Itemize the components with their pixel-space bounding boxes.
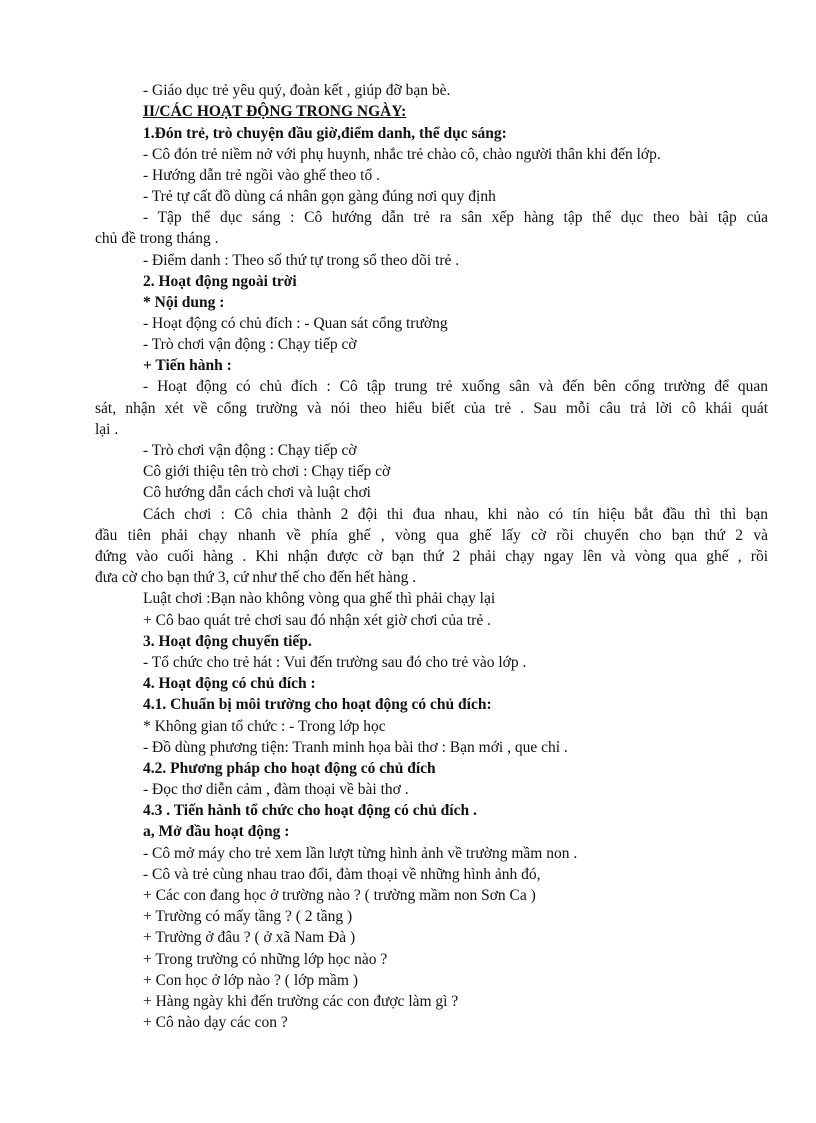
text-line: đưa cờ cho bạn thứ 3, cứ như thế cho đến hết hàng . bbox=[95, 569, 417, 586]
text-line: - Hướng dẫn trẻ ngồi vào ghế theo tổ . bbox=[143, 167, 380, 184]
text-line: chủ đề trong tháng . bbox=[95, 230, 219, 247]
text-line: - Trò chơi vận động : Chạy tiếp cờ bbox=[143, 336, 357, 353]
paragraph-line: - Tập thể dục sáng : Cô hướng dẫn trẻ ra sân xếp hàng tập thể dục theo bài tập của bbox=[143, 209, 768, 226]
text-line: - Cô mở máy cho trẻ xem lần lượt từng hình ảnh về trường mầm non . bbox=[143, 845, 578, 862]
section-heading: II/CÁC HOẠT ĐỘNG TRONG NGÀY: bbox=[143, 103, 407, 120]
text-line: + Cô nào dạy các con ? bbox=[143, 1014, 288, 1031]
subsection-heading: 2. Hoạt động ngoài trời bbox=[143, 273, 297, 290]
text-line: + Con học ở lớp nào ? ( lớp mầm ) bbox=[143, 972, 358, 989]
text-line: - Tổ chức cho trẻ hát : Vui đến trường sau đó cho trẻ vào lớp . bbox=[143, 654, 527, 671]
text-line: + Cô bao quát trẻ chơi sau đó nhận xét giờ chơi của trẻ . bbox=[143, 612, 491, 629]
subsection-heading: 4.2. Phương pháp cho hoạt động có chủ đích bbox=[143, 760, 436, 777]
text-line: Luật chơi :Bạn nào không vòng qua ghế thì phải chạy lại bbox=[143, 590, 496, 607]
text-line: + Các con đang học ở trường nào ? ( trường mầm non Sơn Ca ) bbox=[143, 887, 536, 904]
text-line: - Hoạt động có chủ đích : - Quan sát cổng trường bbox=[143, 315, 448, 332]
paragraph-line: đứng vào cuối hàng . Khi nhận được cờ bạn thứ 2 phải chạy ngay lên và vòng qua ghế , rồi bbox=[95, 548, 768, 565]
subsection-heading: 1.Đón trẻ, trò chuyện đầu giờ,điểm danh, thể dục sáng: bbox=[143, 125, 507, 142]
text-line: - Giáo dục trẻ yêu quý, đoàn kết , giúp đỡ bạn bè. bbox=[143, 82, 451, 99]
paragraph-line: đầu tiên phải chạy nhanh về phía ghế , vòng qua ghế lấy cờ rồi chuyển cho bạn thứ 2 và bbox=[95, 527, 768, 544]
subsection-heading: + Tiến hành : bbox=[143, 357, 232, 374]
text-line: + Trường ở đâu ? ( ở xã Nam Đà ) bbox=[143, 929, 356, 946]
text-line: + Trường có mấy tầng ? ( 2 tầng ) bbox=[143, 908, 353, 925]
paragraph-line: Cách chơi : Cô chia thành 2 đội thi đua nhau, khi nào có tín hiệu bắt đầu thì thì bạn bbox=[143, 506, 768, 523]
text-line: - Cô và trẻ cùng nhau trao đổi, đàm thoại về những hình ảnh đó, bbox=[143, 866, 541, 883]
text-line: * Không gian tổ chức : - Trong lớp học bbox=[143, 718, 386, 735]
text-line: - Đồ dùng phương tiện: Tranh minh họa bài thơ : Bạn mới , que chỉ . bbox=[143, 739, 568, 756]
text-line: + Hàng ngày khi đến trường các con được làm gì ? bbox=[143, 993, 459, 1010]
text-line: - Trẻ tự cất đồ dùng cá nhân gọn gàng đúng nơi quy định bbox=[143, 188, 496, 205]
subsection-heading: 3. Hoạt động chuyển tiếp. bbox=[143, 633, 312, 650]
text-line: Cô hướng dẫn cách chơi và luật chơi bbox=[143, 484, 371, 501]
paragraph-line: - Hoạt động có chủ đích : Cô tập trung trẻ xuống sân và đến bên cổng trường để quan bbox=[143, 378, 768, 395]
subsection-heading: 4. Hoạt động có chủ đích : bbox=[143, 675, 316, 692]
subsection-heading: 4.1. Chuẩn bị môi trường cho hoạt động có chủ đích: bbox=[143, 696, 492, 713]
text-line: - Trò chơi vận động : Chạy tiếp cờ bbox=[143, 442, 357, 459]
text-line: - Cô đón trẻ niềm nở với phụ huynh, nhắc trẻ chào cô, chào người thân khi đến lớp. bbox=[143, 146, 661, 163]
text-line: Cô giới thiệu tên trò chơi : Chạy tiếp cờ bbox=[143, 463, 391, 480]
text-line: - Điểm danh : Theo số thứ tự trong sổ theo dõi trẻ . bbox=[143, 252, 460, 269]
subsection-heading: * Nội dung : bbox=[143, 294, 225, 311]
subsection-heading: a, Mở đầu hoạt động : bbox=[143, 823, 290, 840]
text-line: + Trong trường có những lớp học nào ? bbox=[143, 951, 388, 968]
paragraph-line: sát, nhận xét về cổng trường và nói theo hiểu biết của trẻ . Sau mỗi câu trả lời cô khái quát bbox=[95, 400, 768, 417]
text-line: lại . bbox=[95, 421, 119, 438]
subsection-heading: 4.3 . Tiến hành tổ chức cho hoạt động có chủ đích . bbox=[143, 802, 477, 819]
text-line: - Đọc thơ diễn cảm , đàm thoại về bài thơ . bbox=[143, 781, 409, 798]
